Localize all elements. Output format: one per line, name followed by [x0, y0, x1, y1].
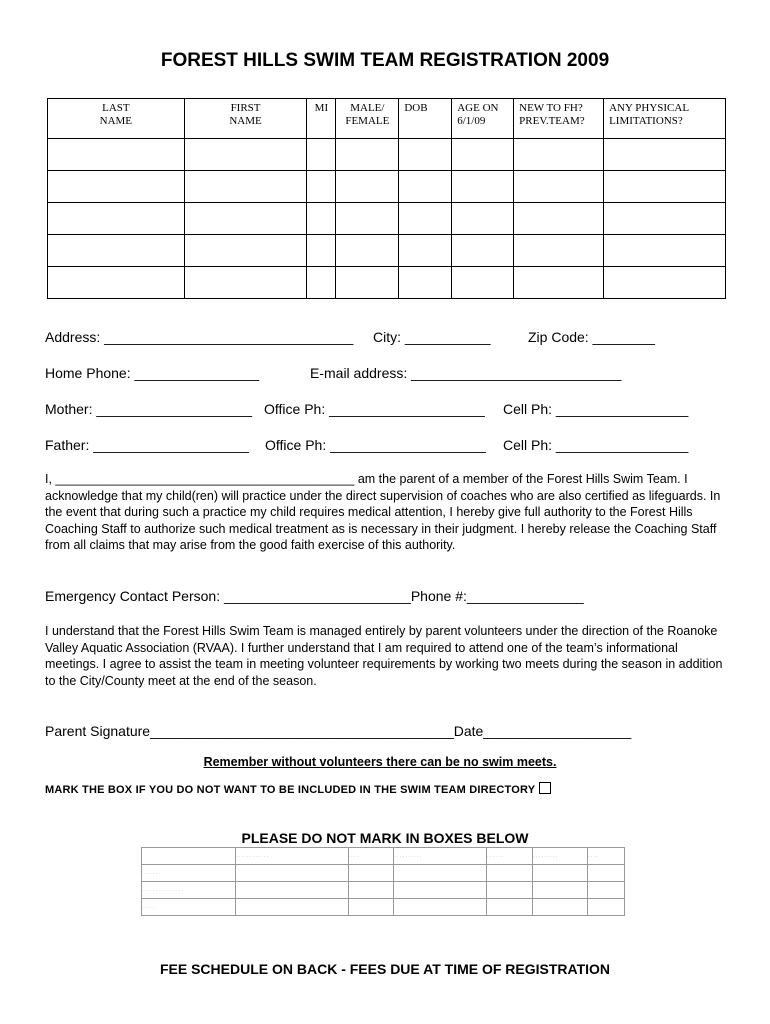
email-field[interactable]: E-mail address: ___________________________	[310, 365, 622, 381]
cell[interactable]	[399, 235, 452, 267]
table-row[interactable]	[48, 171, 726, 203]
mother-cell-phone-field[interactable]: Cell Ph: _________________	[503, 401, 689, 417]
cell[interactable]	[184, 203, 307, 235]
cell[interactable]	[184, 267, 307, 299]
mother-field[interactable]: Mother: ____________________	[45, 401, 253, 417]
table-row[interactable]	[48, 139, 726, 171]
office-header-cell: - - - -	[348, 848, 394, 865]
cell[interactable]	[307, 171, 336, 203]
cell[interactable]	[399, 203, 452, 235]
address-field[interactable]: Address: ________________________________	[45, 329, 354, 345]
office-row-label: - - - - -	[142, 899, 236, 916]
cell[interactable]	[184, 171, 307, 203]
parent-signature-field[interactable]: Parent Signature_______________________________________Date___________________	[45, 723, 632, 739]
cell[interactable]	[514, 171, 604, 203]
consent-paragraph: I, ___________________________________________ am the parent of a member of the Forest Hills Swim Team. I acknowledge that my child(ren) will practice under the direct supervision of coaches who are also certified as lifeguards. In the event that during such a practice my child requires medical attention, I hereby give full authority to the Forest Hills Coaching Staff to authorize such medical treatment as is necessary in their judgment. I hereby release the Coaching Staff from all claims that may arise from the good faith exercise of this authority.	[45, 472, 721, 552]
father-office-phone-field[interactable]: Office Ph: ____________________	[265, 437, 486, 453]
cell[interactable]	[307, 139, 336, 171]
cell[interactable]	[604, 171, 726, 203]
directory-opt-out-checkbox[interactable]	[539, 782, 551, 794]
cell[interactable]	[336, 235, 399, 267]
cell[interactable]	[184, 139, 307, 171]
mother-office-phone-field[interactable]: Office Ph: ____________________	[264, 401, 485, 417]
cell[interactable]	[604, 267, 726, 299]
office-use-heading: PLEASE DO NOT MARK IN BOXES BELOW	[241, 830, 529, 846]
cell[interactable]	[399, 171, 452, 203]
volunteer-paragraph: I understand that the Forest Hills Swim Team is managed entirely by parent volunteers under the direction of the Roanoke Valley Aquatic Association (RVAA). I further understand that I am required to attend one of the team’s informational meetings. I agree to assist the team in meeting volunteer requirements by working two meets during the season in addition to the City/County meet at the end of the season.	[45, 624, 723, 688]
cell[interactable]	[48, 235, 185, 267]
cell[interactable]	[48, 203, 185, 235]
office-use-table	[141, 847, 625, 916]
office-row-label: - - - - - - -	[142, 865, 236, 882]
cell[interactable]	[399, 267, 452, 299]
header-first-name: FIRST NAME	[184, 99, 307, 139]
office-table-row	[142, 882, 625, 899]
volunteer-reminder: Remember without volunteers there can be no swim meets.	[203, 755, 557, 769]
directory-opt-out	[45, 782, 551, 796]
header-dob: DOB	[399, 99, 452, 139]
office-table-header-row	[142, 848, 625, 865]
cell[interactable]	[452, 267, 514, 299]
header-mi: MI	[307, 99, 336, 139]
cell[interactable]	[307, 235, 336, 267]
header-gender: MALE/ FEMALE	[336, 99, 399, 139]
cell[interactable]	[452, 235, 514, 267]
office-table-row	[142, 899, 625, 916]
father-field[interactable]: Father: ____________________	[45, 437, 249, 453]
cell[interactable]	[48, 171, 185, 203]
office-header-cell: - - - -	[588, 848, 625, 865]
cell[interactable]	[336, 171, 399, 203]
form-title: FOREST HILLS SWIM TEAM REGISTRATION 2009	[160, 50, 610, 71]
father-cell-phone-field[interactable]: Cell Ph: _________________	[503, 437, 689, 453]
table-row[interactable]	[48, 203, 726, 235]
office-header-cell: - - - - - -	[487, 848, 533, 865]
table-row[interactable]	[48, 267, 726, 299]
header-new-to-fh: NEW TO FH? PREV.TEAM?	[514, 99, 604, 139]
cell[interactable]	[307, 267, 336, 299]
table-row[interactable]	[48, 235, 726, 267]
cell[interactable]	[514, 267, 604, 299]
office-header-cell: - - - - - - - - - -	[394, 848, 487, 865]
cell[interactable]	[604, 139, 726, 171]
office-table-row	[142, 865, 625, 882]
header-last-name: LAST NAME	[48, 99, 185, 139]
office-row-label: - - - - - - - - - - - - - - -	[142, 882, 236, 899]
office-header-cell: - - - - - - - - -	[533, 848, 588, 865]
city-field[interactable]: City: ___________	[373, 329, 491, 345]
office-header-cell: - - - - - - - - - - - -	[235, 848, 348, 865]
cell[interactable]	[514, 139, 604, 171]
cell[interactable]	[514, 203, 604, 235]
table-header-row	[48, 99, 726, 139]
cell[interactable]	[184, 235, 307, 267]
header-age: AGE ON 6/1/09	[452, 99, 514, 139]
cell[interactable]	[307, 203, 336, 235]
zip-field[interactable]: Zip Code: ________	[528, 329, 655, 345]
header-physical-limitations: ANY PHYSICAL LIMITATIONS?	[604, 99, 726, 139]
cell[interactable]	[604, 203, 726, 235]
emergency-contact-field[interactable]: Emergency Contact Person: ________________________Phone #:_______________	[45, 588, 584, 604]
cell[interactable]	[514, 235, 604, 267]
cell[interactable]	[452, 139, 514, 171]
cell[interactable]	[48, 139, 185, 171]
home-phone-field[interactable]: Home Phone: ________________	[45, 365, 260, 381]
cell[interactable]	[336, 139, 399, 171]
cell[interactable]	[452, 203, 514, 235]
directory-opt-out-label: MARK THE BOX IF YOU DO NOT WANT TO BE INCLUDED IN THE SWIM TEAM DIRECTORY	[45, 784, 536, 796]
cell[interactable]	[604, 235, 726, 267]
cell[interactable]	[452, 171, 514, 203]
cell[interactable]	[48, 267, 185, 299]
cell[interactable]	[336, 203, 399, 235]
cell[interactable]	[336, 267, 399, 299]
fee-schedule-footer: FEE SCHEDULE ON BACK - FEES DUE AT TIME OF REGISTRATION	[159, 961, 611, 977]
registration-table	[47, 98, 726, 299]
cell[interactable]	[399, 139, 452, 171]
